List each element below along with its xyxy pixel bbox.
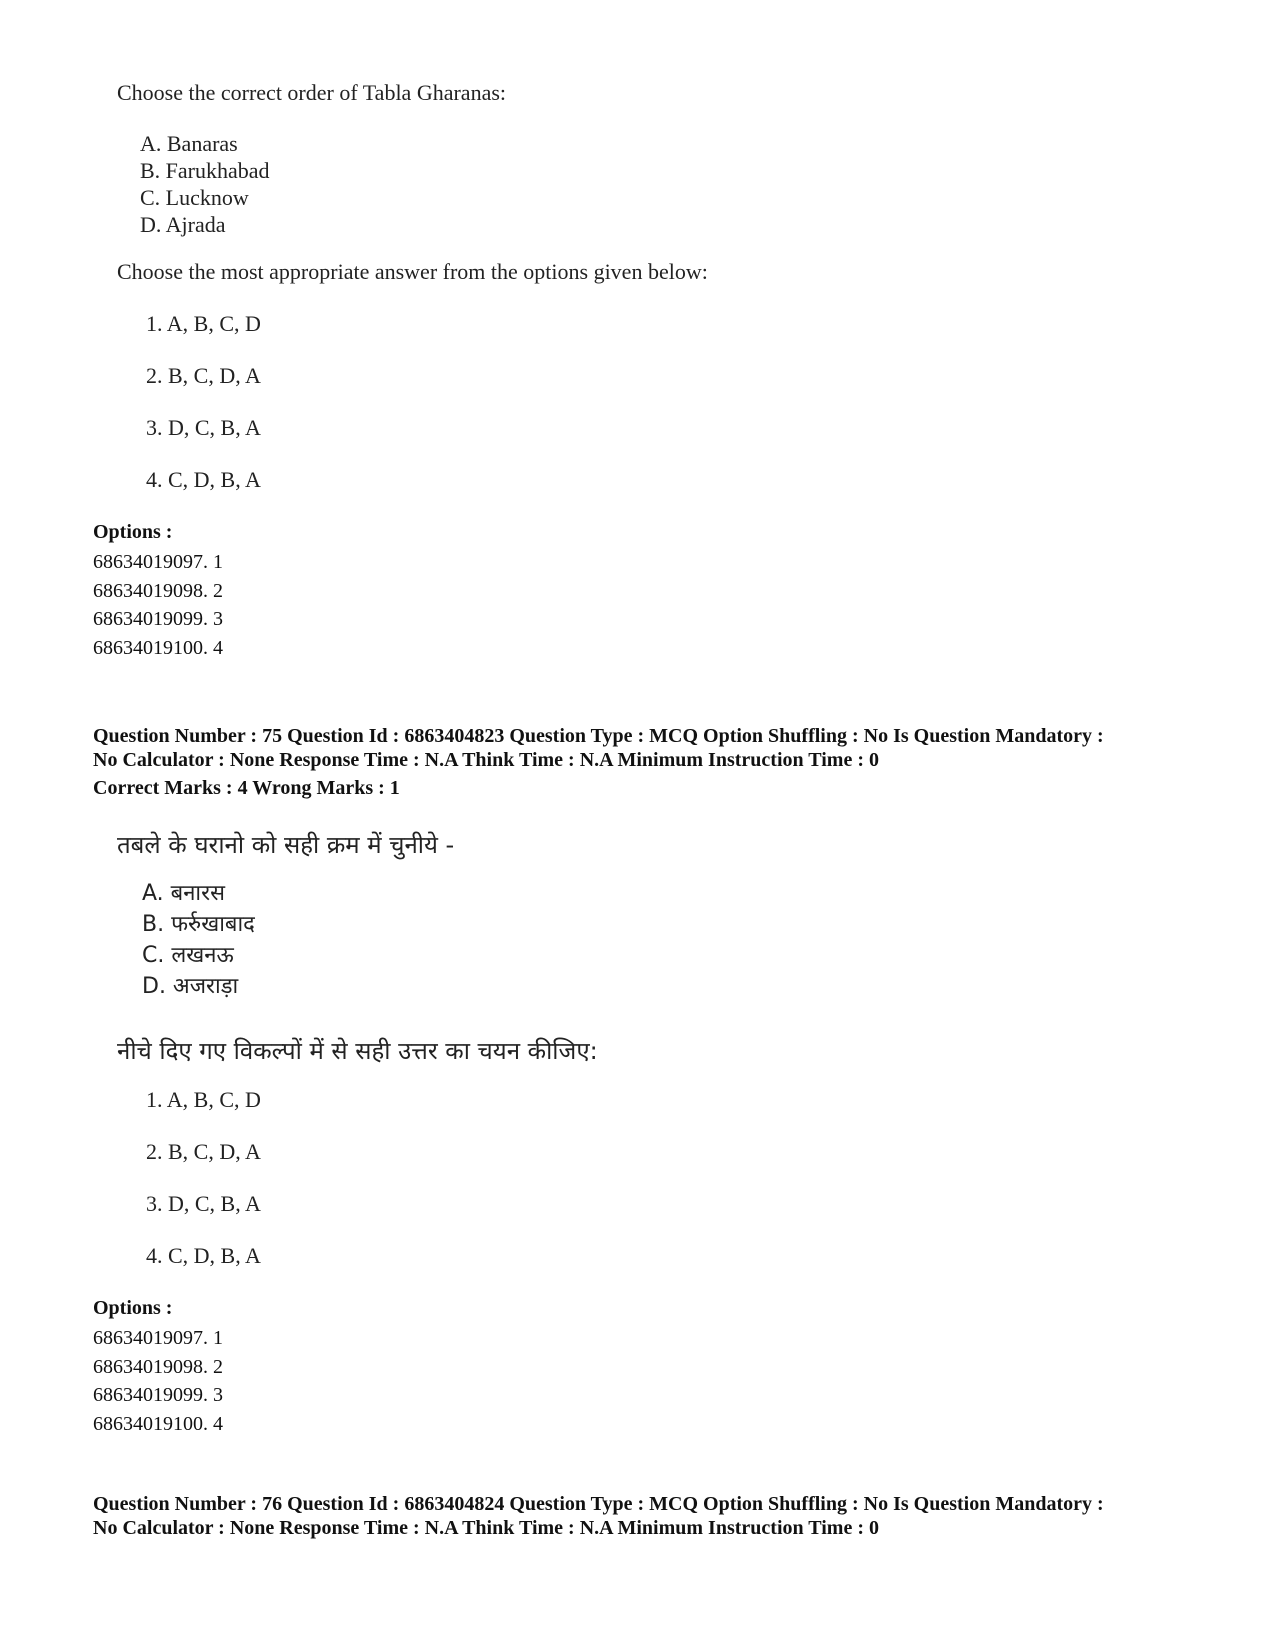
question-meta [93,724,1104,772]
option-item: 68634019099. 3 [93,1384,223,1406]
option-item: 68634019100. 4 [93,1412,223,1435]
question-meta-line: No Calculator : None Response Time : N.A Think Time : N.A Minimum Instruction Time : 0 [93,1517,879,1539]
list-item: B. फर्रुखाबाद [142,912,255,937]
gharana-list [140,130,270,238]
question-marks: Correct Marks : 4 Wrong Marks : 1 [93,777,400,799]
option-item: 68634019098. 2 [93,579,223,602]
list-item: C. लखनऊ [142,943,234,968]
question-meta-line: Question Number : 76 Question Id : 6863404824 Question Type : MCQ Option Shuffling : No Is Question Mandatory : [93,1493,1104,1515]
answer-choice: 3. D, C, B, A [146,1191,261,1216]
list-item: D. Ajrada [140,212,226,237]
answer-choice: 1. A, B, C, D [146,1087,261,1112]
options-label: Options : [93,521,173,543]
question-instruction-hindi: नीचे दिए गए विकल्पों में से सही उत्तर का चयन कीजिए: [117,1037,598,1065]
list-item: A. बनारस [142,881,225,906]
question-prompt: Choose the correct order of Tabla Gharanas: [117,80,507,105]
question-meta [93,1492,1104,1540]
question-instruction: Choose the most appropriate answer from the options given below: [117,259,708,284]
list-item: D. अजराड़ा [142,974,239,999]
option-item: 68634019100. 4 [93,636,223,659]
answer-choice: 2. B, C, D, A [146,1139,261,1164]
question-meta-line: Question Number : 75 Question Id : 6863404823 Question Type : MCQ Option Shuffling : No Is Question Mandatory : [93,725,1104,747]
options-list [93,548,223,662]
question-meta-line: No Calculator : None Response Time : N.A Think Time : N.A Minimum Instruction Time : 0 [93,749,879,771]
option-item: 68634019099. 3 [93,608,223,630]
list-item: B. Farukhabad [140,158,270,183]
option-item: 68634019097. 1 [93,1327,223,1349]
list-item: A. Banaras [140,131,238,156]
answer-choice: 3. D, C, B, A [146,415,261,440]
gharana-list-hindi [142,878,255,1002]
options-label: Options : [93,1297,173,1319]
answer-choice: 4. C, D, B, A [146,467,261,492]
option-item: 68634019098. 2 [93,1355,223,1378]
question-prompt-hindi: तबले के घरानो को सही क्रम में चुनीये - [117,831,455,859]
answer-choice: 4. C, D, B, A [146,1243,261,1268]
options-list [93,1324,223,1438]
list-item: C. Lucknow [140,185,249,210]
option-item: 68634019097. 1 [93,551,223,573]
answer-choice: 1. A, B, C, D [146,311,261,336]
answer-choice: 2. B, C, D, A [146,363,261,388]
